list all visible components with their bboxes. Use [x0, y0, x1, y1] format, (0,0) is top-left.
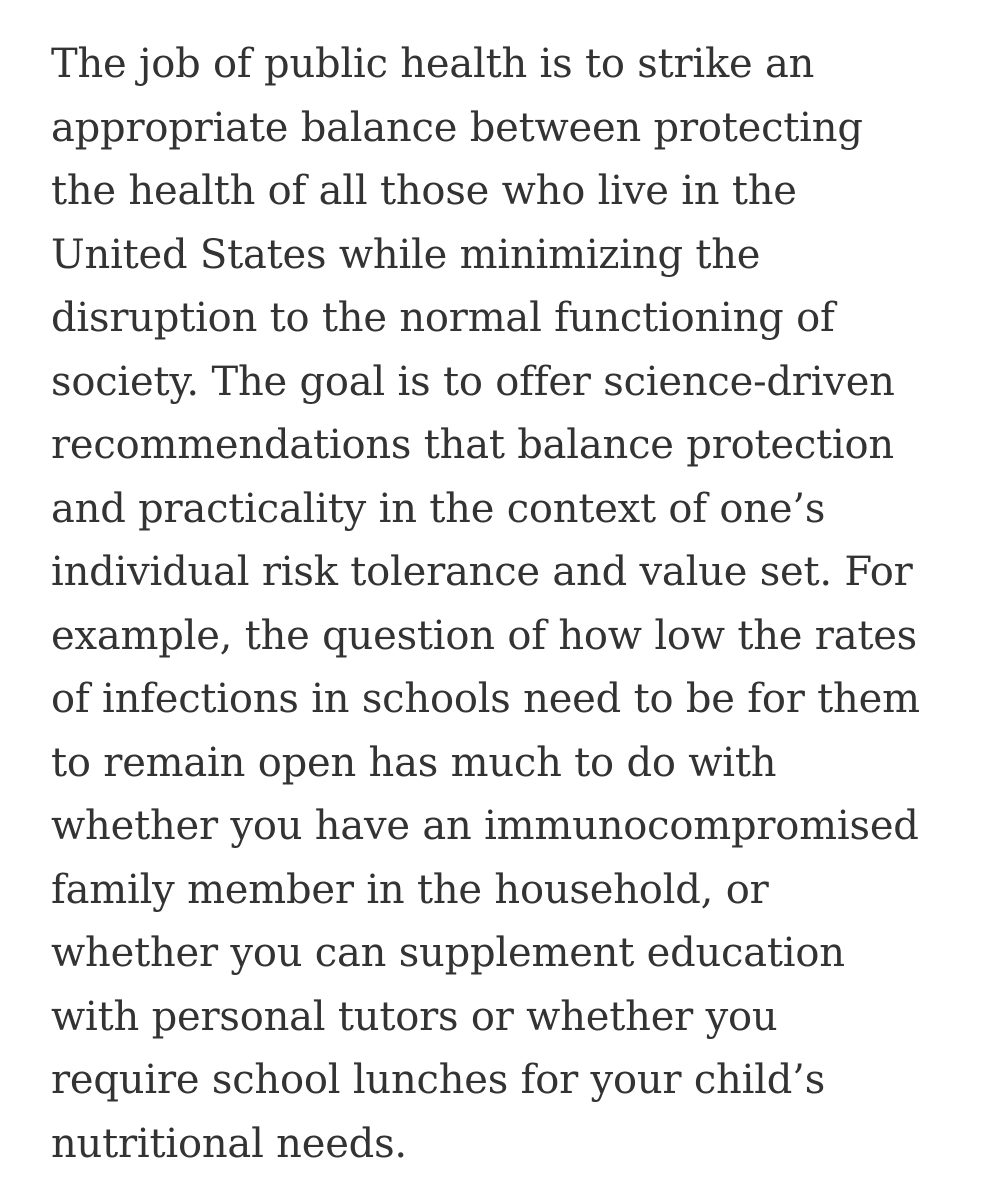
- paragraph-line: disruption to the normal functioning of: [51, 295, 835, 341]
- paragraph-line: the health of all those who live in the: [51, 168, 797, 214]
- paragraph-line: whether you can supplement education: [51, 930, 845, 976]
- paragraph-line: individual risk tolerance and value set. For: [51, 549, 913, 595]
- paragraph-line: of infections in schools need to be for them: [51, 676, 920, 722]
- paragraph-line: The job of public health is to strike an: [51, 41, 815, 87]
- paragraph-line: nutritional needs.: [51, 1120, 407, 1167]
- paragraph-line: appropriate balance between protecting: [51, 104, 863, 151]
- paragraph-line: require school lunches for your child’s: [51, 1057, 826, 1103]
- paragraph-line: United States while minimizing the: [51, 231, 761, 278]
- paragraph-line: with personal tutors or whether you: [51, 993, 778, 1040]
- paragraph-line: to remain open has much to do with: [51, 739, 777, 786]
- paragraph-line: society. The goal is to offer science-driven: [51, 358, 895, 405]
- paragraph-line: example, the question of how low the rates: [51, 612, 918, 659]
- article-paragraph: [51, 33, 951, 1176]
- paragraph-line: family member in the household, or: [51, 866, 769, 913]
- paragraph-line: whether you have an immunocompromised: [51, 803, 919, 849]
- paragraph-line: and practicality in the context of one’s: [51, 485, 826, 532]
- paragraph-line: recommendations that balance protection: [51, 422, 894, 468]
